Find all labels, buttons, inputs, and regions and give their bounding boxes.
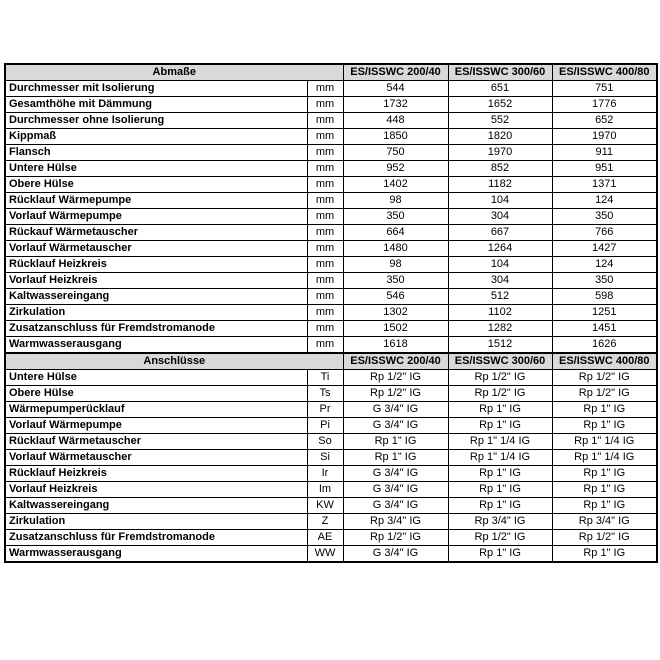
value-cell: 951: [552, 161, 657, 177]
value-cell: Rp 1" IG: [552, 546, 657, 563]
spec-sheet: [4, 63, 656, 563]
row-label: Zirkulation: [5, 305, 307, 321]
row-label: Rücklauf Wärmepumpe: [5, 193, 307, 209]
unit-cell: mm: [307, 145, 343, 161]
value-cell: 852: [448, 161, 552, 177]
row-label: Flansch: [5, 145, 307, 161]
spec-table-body: [5, 64, 657, 562]
model-column-header: ES/ISSWC 400/80: [552, 353, 657, 370]
value-cell: Rp 1" IG: [343, 450, 448, 466]
value-cell: G 3/4" IG: [343, 402, 448, 418]
value-cell: 1251: [552, 305, 657, 321]
value-cell: Rp 1" IG: [552, 466, 657, 482]
connections-header: Anschlüsse: [5, 353, 343, 370]
table-row: [5, 386, 657, 402]
value-cell: Rp 1/2" IG: [552, 370, 657, 386]
value-cell: Rp 3/4" IG: [343, 514, 448, 530]
value-cell: Rp 1/2" IG: [448, 386, 552, 402]
unit-cell: mm: [307, 177, 343, 193]
value-cell: Rp 1/2" IG: [343, 386, 448, 402]
value-cell: Rp 1" IG: [552, 498, 657, 514]
table-row: [5, 113, 657, 129]
value-cell: 1427: [552, 241, 657, 257]
connection-code-cell: Ti: [307, 370, 343, 386]
unit-cell: mm: [307, 113, 343, 129]
row-label: Obere Hülse: [5, 386, 307, 402]
table-row: [5, 337, 657, 354]
value-cell: 1652: [448, 97, 552, 113]
value-cell: Rp 1" IG: [448, 498, 552, 514]
value-cell: Rp 1/2" IG: [552, 386, 657, 402]
connection-code-cell: Si: [307, 450, 343, 466]
row-label: Vorlauf Heizkreis: [5, 273, 307, 289]
value-cell: 1302: [343, 305, 448, 321]
row-label: Rückauf Wärmetauscher: [5, 225, 307, 241]
value-cell: Rp 1" IG: [448, 418, 552, 434]
value-cell: 1618: [343, 337, 448, 354]
value-cell: 124: [552, 257, 657, 273]
value-cell: G 3/4" IG: [343, 466, 448, 482]
value-cell: Rp 1" IG: [448, 466, 552, 482]
row-label: Kaltwassereingang: [5, 289, 307, 305]
table-row: [5, 546, 657, 563]
value-cell: 651: [448, 81, 552, 97]
unit-cell: mm: [307, 81, 343, 97]
value-cell: 1182: [448, 177, 552, 193]
value-cell: Rp 1" IG: [552, 418, 657, 434]
value-cell: Rp 1" IG: [448, 546, 552, 563]
value-cell: 1451: [552, 321, 657, 337]
value-cell: Rp 3/4" IG: [552, 514, 657, 530]
unit-cell: mm: [307, 273, 343, 289]
value-cell: 952: [343, 161, 448, 177]
value-cell: 751: [552, 81, 657, 97]
connection-code-cell: KW: [307, 498, 343, 514]
row-label: Zusatzanschluss für Fremdstromanode: [5, 530, 307, 546]
value-cell: Rp 1" 1/4 IG: [552, 434, 657, 450]
connection-code-cell: Ir: [307, 466, 343, 482]
dimensions-header-row: [5, 64, 657, 81]
model-column-header: ES/ISSWC 300/60: [448, 353, 552, 370]
spec-table: [4, 63, 658, 563]
table-row: [5, 129, 657, 145]
row-label: Obere Hülse: [5, 177, 307, 193]
value-cell: Rp 1" 1/4 IG: [448, 450, 552, 466]
row-label: Rücklauf Heizkreis: [5, 466, 307, 482]
value-cell: 1402: [343, 177, 448, 193]
table-row: [5, 498, 657, 514]
table-row: [5, 514, 657, 530]
connection-code-cell: Im: [307, 482, 343, 498]
value-cell: 350: [552, 273, 657, 289]
value-cell: 304: [448, 273, 552, 289]
connection-code-cell: Ts: [307, 386, 343, 402]
model-column-header: ES/ISSWC 200/40: [343, 353, 448, 370]
row-label: Durchmesser mit Isolierung: [5, 81, 307, 97]
table-row: [5, 402, 657, 418]
row-label: Gesamthöhe mit Dämmung: [5, 97, 307, 113]
value-cell: Rp 1/2" IG: [343, 370, 448, 386]
value-cell: 1970: [552, 129, 657, 145]
table-row: [5, 161, 657, 177]
unit-cell: mm: [307, 321, 343, 337]
value-cell: 1264: [448, 241, 552, 257]
row-label: Untere Hülse: [5, 370, 307, 386]
value-cell: 350: [343, 273, 448, 289]
value-cell: 350: [552, 209, 657, 225]
value-cell: 652: [552, 113, 657, 129]
row-label: Vorlauf Wärmepumpe: [5, 209, 307, 225]
value-cell: 1820: [448, 129, 552, 145]
value-cell: 1282: [448, 321, 552, 337]
value-cell: 304: [448, 209, 552, 225]
connection-code-cell: WW: [307, 546, 343, 563]
value-cell: 104: [448, 193, 552, 209]
table-row: [5, 209, 657, 225]
value-cell: 1480: [343, 241, 448, 257]
unit-cell: mm: [307, 193, 343, 209]
value-cell: 512: [448, 289, 552, 305]
connection-code-cell: Pi: [307, 418, 343, 434]
table-row: [5, 289, 657, 305]
value-cell: 544: [343, 81, 448, 97]
value-cell: 1512: [448, 337, 552, 354]
table-row: [5, 321, 657, 337]
unit-cell: mm: [307, 97, 343, 113]
value-cell: 750: [343, 145, 448, 161]
value-cell: 766: [552, 225, 657, 241]
value-cell: 124: [552, 193, 657, 209]
value-cell: 598: [552, 289, 657, 305]
value-cell: 552: [448, 113, 552, 129]
connection-code-cell: So: [307, 434, 343, 450]
unit-cell: mm: [307, 209, 343, 225]
table-row: [5, 482, 657, 498]
row-label: Zusatzanschluss für Fremdstromanode: [5, 321, 307, 337]
value-cell: Rp 1" IG: [448, 402, 552, 418]
table-row: [5, 97, 657, 113]
value-cell: 1776: [552, 97, 657, 113]
table-row: [5, 418, 657, 434]
value-cell: Rp 1" IG: [552, 402, 657, 418]
table-row: [5, 257, 657, 273]
table-row: [5, 177, 657, 193]
connections-header-row: [5, 353, 657, 370]
value-cell: 98: [343, 193, 448, 209]
unit-cell: mm: [307, 225, 343, 241]
table-row: [5, 370, 657, 386]
table-row: [5, 145, 657, 161]
table-row: [5, 450, 657, 466]
unit-cell: mm: [307, 337, 343, 354]
value-cell: G 3/4" IG: [343, 498, 448, 514]
value-cell: 448: [343, 113, 448, 129]
value-cell: Rp 3/4" IG: [448, 514, 552, 530]
value-cell: Rp 1" 1/4 IG: [448, 434, 552, 450]
value-cell: 664: [343, 225, 448, 241]
table-row: [5, 273, 657, 289]
unit-cell: mm: [307, 129, 343, 145]
value-cell: 1626: [552, 337, 657, 354]
value-cell: Rp 1/2" IG: [552, 530, 657, 546]
value-cell: G 3/4" IG: [343, 418, 448, 434]
value-cell: Rp 1/2" IG: [448, 530, 552, 546]
value-cell: 104: [448, 257, 552, 273]
value-cell: 1732: [343, 97, 448, 113]
connection-code-cell: Z: [307, 514, 343, 530]
value-cell: 667: [448, 225, 552, 241]
row-label: Warmwasserausgang: [5, 546, 307, 563]
model-column-header: ES/ISSWC 200/40: [343, 64, 448, 81]
value-cell: Rp 1/2" IG: [448, 370, 552, 386]
table-row: [5, 305, 657, 321]
value-cell: 1371: [552, 177, 657, 193]
row-label: Kippmaß: [5, 129, 307, 145]
value-cell: 350: [343, 209, 448, 225]
table-row: [5, 193, 657, 209]
value-cell: G 3/4" IG: [343, 546, 448, 563]
connection-code-cell: Pr: [307, 402, 343, 418]
value-cell: Rp 1" 1/4 IG: [552, 450, 657, 466]
unit-cell: mm: [307, 241, 343, 257]
table-row: [5, 225, 657, 241]
row-label: Zirkulation: [5, 514, 307, 530]
unit-cell: mm: [307, 257, 343, 273]
value-cell: G 3/4" IG: [343, 482, 448, 498]
table-row: [5, 241, 657, 257]
model-column-header: ES/ISSWC 300/60: [448, 64, 552, 81]
unit-cell: mm: [307, 289, 343, 305]
row-label: Untere Hülse: [5, 161, 307, 177]
table-row: [5, 81, 657, 97]
value-cell: 98: [343, 257, 448, 273]
row-label: Vorlauf Wärmepumpe: [5, 418, 307, 434]
value-cell: 1850: [343, 129, 448, 145]
row-label: Wärmepumperücklauf: [5, 402, 307, 418]
dimensions-header: Abmaße: [5, 64, 343, 81]
value-cell: Rp 1/2" IG: [343, 530, 448, 546]
unit-cell: mm: [307, 305, 343, 321]
value-cell: 1970: [448, 145, 552, 161]
table-row: [5, 530, 657, 546]
value-cell: Rp 1" IG: [343, 434, 448, 450]
value-cell: 546: [343, 289, 448, 305]
row-label: Vorlauf Wärmetauscher: [5, 450, 307, 466]
value-cell: 1502: [343, 321, 448, 337]
value-cell: Rp 1" IG: [448, 482, 552, 498]
value-cell: Rp 1" IG: [552, 482, 657, 498]
row-label: Vorlauf Wärmetauscher: [5, 241, 307, 257]
row-label: Rücklauf Heizkreis: [5, 257, 307, 273]
row-label: Rücklauf Wärmetauscher: [5, 434, 307, 450]
row-label: Vorlauf Heizkreis: [5, 482, 307, 498]
row-label: Kaltwassereingang: [5, 498, 307, 514]
row-label: Warmwasserausgang: [5, 337, 307, 354]
table-row: [5, 466, 657, 482]
value-cell: 1102: [448, 305, 552, 321]
row-label: Durchmesser ohne Isolierung: [5, 113, 307, 129]
value-cell: 911: [552, 145, 657, 161]
unit-cell: mm: [307, 161, 343, 177]
connection-code-cell: AE: [307, 530, 343, 546]
table-row: [5, 434, 657, 450]
model-column-header: ES/ISSWC 400/80: [552, 64, 657, 81]
